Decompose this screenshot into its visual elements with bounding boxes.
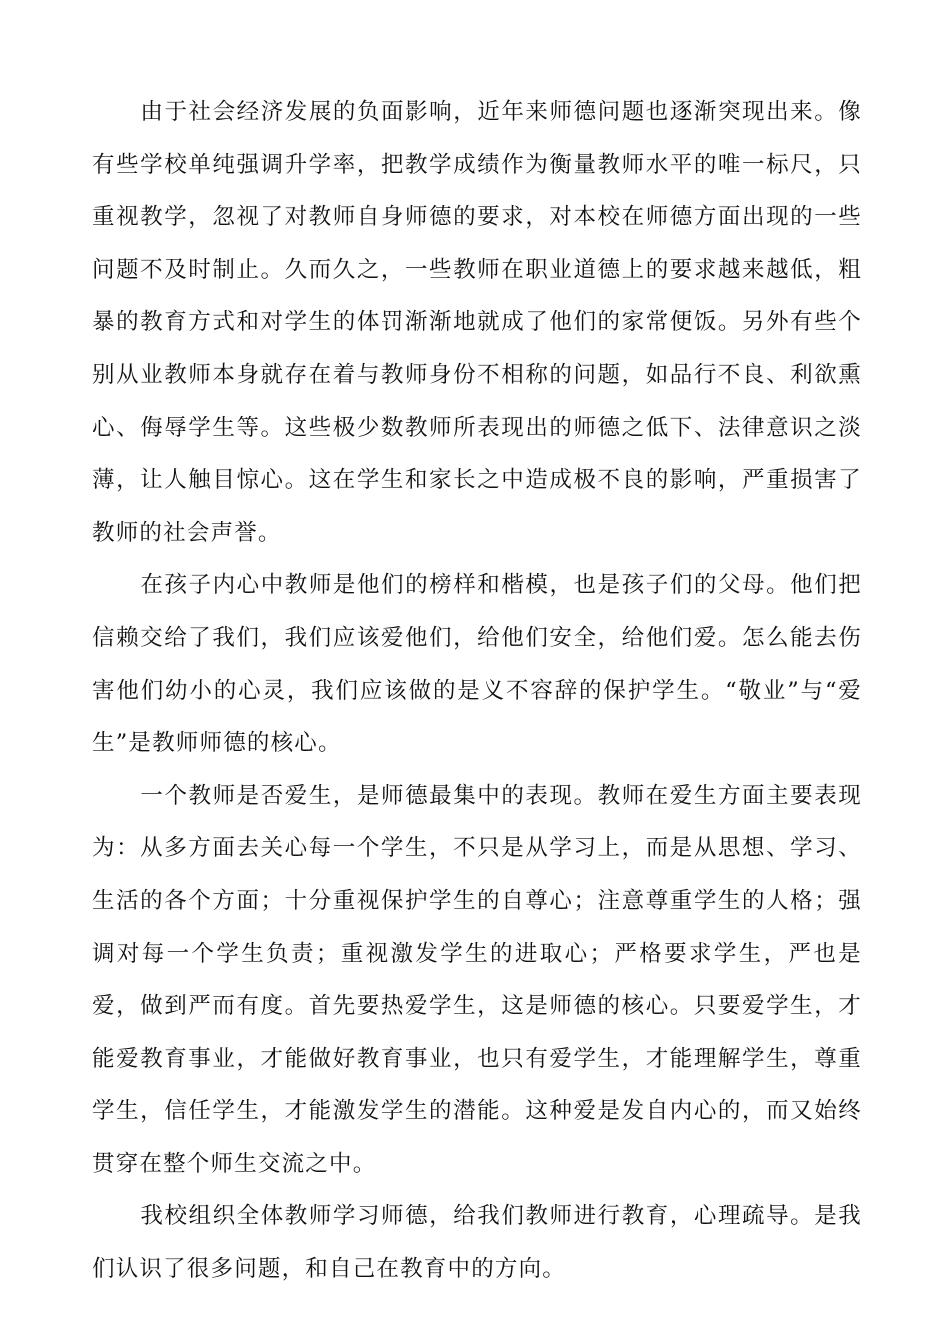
paragraph-1: 由于社会经济发展的负面影响，近年来师德问题也逐渐突现出来。像有些学校单纯强调升学率，把教学成绩作为衡量教师水平的唯一标尺，只重视教学，忽视了对教师自身师德的要求，对本校在师德方面出现的一些问题不及时制止。久而久之，一些教师在职业道德上的要求越来越低，粗暴的教育方式和对学生的体罚渐渐地就成了他们的家常便饭。另外有些个别从业教师本身就存在着与教师身份不相称的问题，如品行不良、利欲熏心、侮辱学生等。这些极少数教师所表现出的师德之低下、法律意识之淡薄，让人触目惊心。这在学生和家长之中造成极不良的影响，严重损害了教师的社会声誉。 [92,99,862,546]
document-body [92,86,862,1296]
paragraph-4: 我校组织全体教师学习师德，给我们教师进行教育，心理疏导。是我们认识了很多问题，和自己在教育中的方向。 [92,1203,862,1283]
paragraph-2: 在孩子内心中教师是他们的榜样和楷模，也是孩子们的父母。他们把信赖交给了我们，我们应该爱他们，给他们安全，给他们爱。怎么能去伤害他们幼小的心灵，我们应该做的是义不容辞的保护学生。“敬业”与“爱生”是教师师德的核心。 [92,572,862,757]
paragraph-3: 一个教师是否爱生，是师德最集中的表现。教师在爱生方面主要表现为：从多方面去关心每一个学生，不只是从学习上，而是从思想、学习、生活的各个方面；十分重视保护学生的自尊心；注意尊重学生的人格；强调对每一个学生负责；重视激发学生的进取心；严格要求学生，严也是爱，做到严而有度。首先要热爱学生，这是师德的核心。只要爱学生，才能爱教育事业，才能做好教育事业，也只有爱学生，才能理解学生，尊重学生，信任学生，才能激发学生的潜能。这种爱是发自内心的，而又始终贯穿在整个师生交流之中。 [92,782,862,1177]
